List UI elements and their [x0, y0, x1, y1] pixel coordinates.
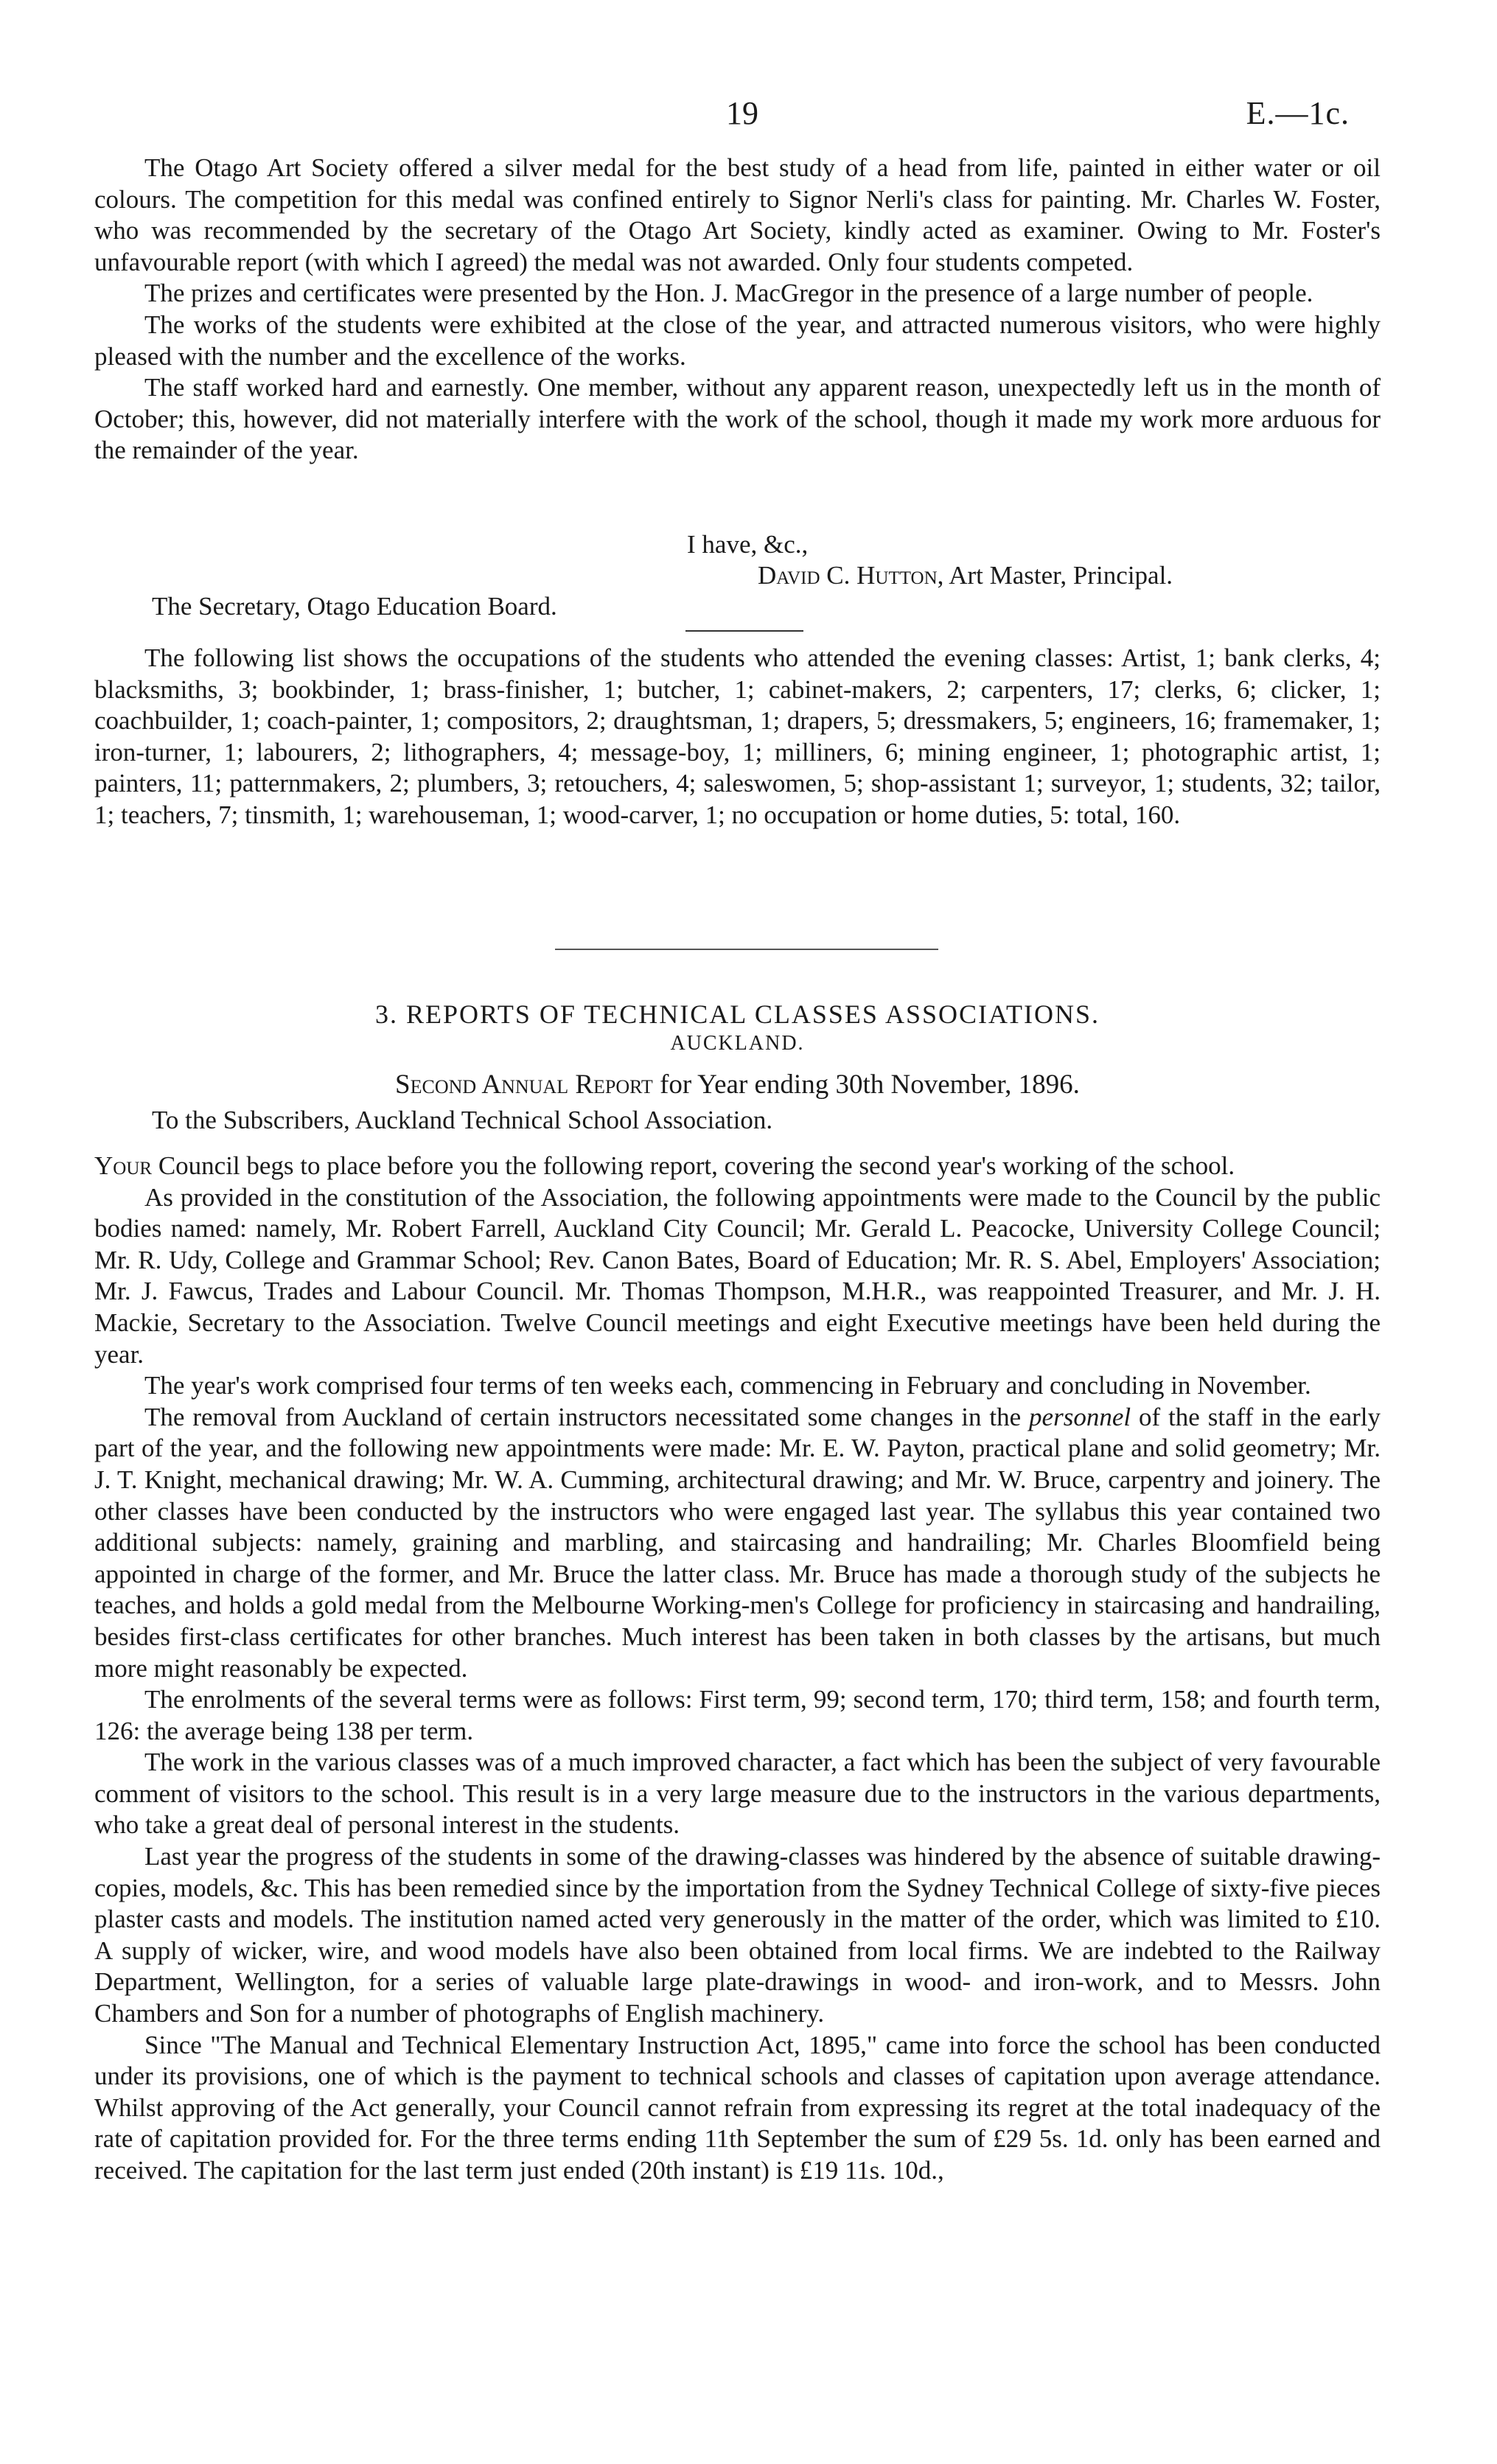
signoff-closing: I have, &c.,	[687, 530, 809, 559]
paragraph	[94, 1151, 1381, 1182]
paragraph: The Otago Art Society offered a silver medal for the best study of a head from life, painted in either water or oil colours. The competition for this medal was confined entirely to Signor Nerli's class for painting. Mr. Charles W. Foster, who was recommended by the secretary of the Otago Art Society, kindly acted as examiner. Owing to Mr. Foster's unfavourable report (with which I agreed) the medal was not awarded. Only four students competed.	[94, 153, 1381, 276]
paragraph-text: The removal from Auckland of certain instructors necessitated some changes in the	[144, 1402, 1030, 1431]
art-school-report-text	[94, 153, 1381, 467]
paragraph: The year's work comprised four terms of ten weeks each, commencing in February and concluding in November.	[144, 1371, 1311, 1400]
section-divider	[555, 949, 938, 950]
section-subheading: AUCKLAND.	[670, 1032, 805, 1055]
signoff-signature	[758, 560, 1173, 592]
italic-word: personnel	[1029, 1402, 1131, 1431]
divider-short	[685, 630, 803, 632]
salutation: To the Subscribers, Auckland Technical School Association.	[152, 1106, 773, 1134]
paragraph: As provided in the constitution of the Association, the following appointments were made to the Council by the public bodies named: namely, Mr. Robert Farrell, Auckland City Council; Mr. Gerald L. Peacocke, University College Council; Mr. R. Udy, College and Grammar School; Rev. Canon Bates, Board of Education; Mr. R. S. Abel, Employers' Association; Mr. J. Fawcus, Trades and Labour Council. Mr. Thomas Thompson, M.H.R., was reappointed Treasurer, and Mr. J. H. Mackie, Secretary to the Association. Twelve Council meetings and eight Executive meetings have been held during the year.	[94, 1182, 1381, 1369]
lead-word: Your	[94, 1151, 153, 1180]
page-header	[0, 94, 1497, 139]
paragraph: Last year the progress of the students in some of the drawing-classes was hindered by the absence of suitable drawing-copies, models, &c. This has been remedied since by the importation from the Sydney Technical College of sixty-five pieces plaster casts and models. The institution named acted very generously in the matter of the order, which was limited to £10. A supply of wicker, wire, and wood models have also been obtained from local firms. We are indebted to the Railway Department, Wellington, for a series of valuable large plate-drawings in wood- and iron-work, and to Messrs. John Chambers and Son for a number of photographs of English machinery.	[94, 1842, 1381, 2028]
section-heading: 3. REPORTS OF TECHNICAL CLASSES ASSOCIATIONS.	[374, 999, 1100, 1029]
auckland-report-text	[94, 1151, 1381, 2187]
paragraph: The works of the students were exhibited at the close of the year, and attracted numerous visitors, who were highly pleased with the number and the excellence of the works.	[94, 310, 1381, 371]
paragraph: The following list shows the occupations of the students who attended the evening classes: Artist, 1; bank clerks, 4; blacksmiths, 3; bookbinder, 1; brass-finisher, 1; butcher, 1; cabinet-makers, 2; carpenters, 17; clerks, 6; clicker, 1; coachbuilder, 1; coach-painter, 1; compositors, 2; draughtsman, 1; drapers, 5; dressmakers, 5; engineers, 16; framemaker, 1; iron-turner, 1; labourers, 2; lithographers, 4; message-boy, 1; milliners, 6; mining engineer, 1; photographic artist, 1; painters, 11; patternmakers, 2; plumbers, 3; retouchers, 4; saleswomen, 5; shop-assistant 1; surveyor, 1; students, 32; tailor, 1; teachers, 7; tinsmith, 1; warehouseman, 1; wood-carver, 1; no occupation or home duties, 5: total, 160.	[94, 643, 1381, 829]
signatory-name: David C. Hutton	[758, 561, 938, 590]
report-title-caps: Second Annual Report	[395, 1069, 653, 1100]
paragraph	[94, 1402, 1381, 1684]
paragraph-text: Council begs to place before you the following report, covering the second year's working of the school.	[152, 1151, 1235, 1180]
paragraph: Since "The Manual and Technical Elementary Instruction Act, 1895," came into force the school has been conducted under its provisions, one of which is the payment to technical schools and classes of capitation upon average attendance. Whilst approving of the Act generally, your Council cannot refrain from expressing its regret at the total inadequacy of the rate of capitation provided for. For the three terms ending 11th September the sum of £29 5s. 1d. only has been earned and received. The capitation for the last term just ended (20th instant) is £19 11s. 10d.,	[94, 2030, 1381, 2185]
report-title	[94, 1069, 1381, 1100]
occupations-list	[94, 643, 1381, 831]
paragraph: The prizes and certificates were presented by the Hon. J. MacGregor in the presence of a large number of people.	[144, 279, 1313, 308]
paragraph-text: of the staff in the early part of the year, and the following new appointments were made: Mr. E. W. Payton, practical plane and solid geometry; Mr. J. T. Knight, mechanical drawing; Mr. W. A. Cumming, architectural drawing; and Mr. W. Bruce, carpentry and joinery. The other classes have been conducted by the instructors who were engaged last year. The syllabus this year contained two additional subjects: namely, graining and marbling, and staircasing and handrailing; Mr. Charles Bloomfield being appointed in charge of the former, and Mr. Bruce the latter class. Mr. Bruce has made a thorough study of the subjects he teaches, and holds a gold medal from the Melbourne Working-men's College for proficiency in staircasing and handrailing, besides first-class certificates for other branches. Much interest has been taken in both classes by the artisans, but much more might reasonably be expected.	[94, 1402, 1381, 1683]
page-number: 19	[726, 95, 758, 131]
report-title-rest: for Year ending 30th November, 1896.	[652, 1069, 1080, 1100]
addressee: The Secretary, Otago Education Board.	[152, 592, 557, 621]
paragraph: The work in the various classes was of a much improved character, a fact which has been the subject of very favourable comment of visitors to the school. This result is in a very large measure due to the instructors in the various departments, who take a great deal of personal interest in the students.	[94, 1748, 1381, 1840]
paragraph: The staff worked hard and earnestly. One member, without any apparent reason, unexpectedly left us in the month of October; this, however, did not materially interfere with the work of the school, though it made my work more arduous for the remainder of the year.	[94, 373, 1381, 465]
document-code: E.—1c.	[1246, 95, 1350, 131]
signatory-title: , Art Master, Principal.	[937, 561, 1173, 590]
paragraph: The enrolments of the several terms were as follows: First term, 99; second term, 170; third term, 158; and fourth term, 126: the average being 138 per term.	[94, 1685, 1381, 1745]
